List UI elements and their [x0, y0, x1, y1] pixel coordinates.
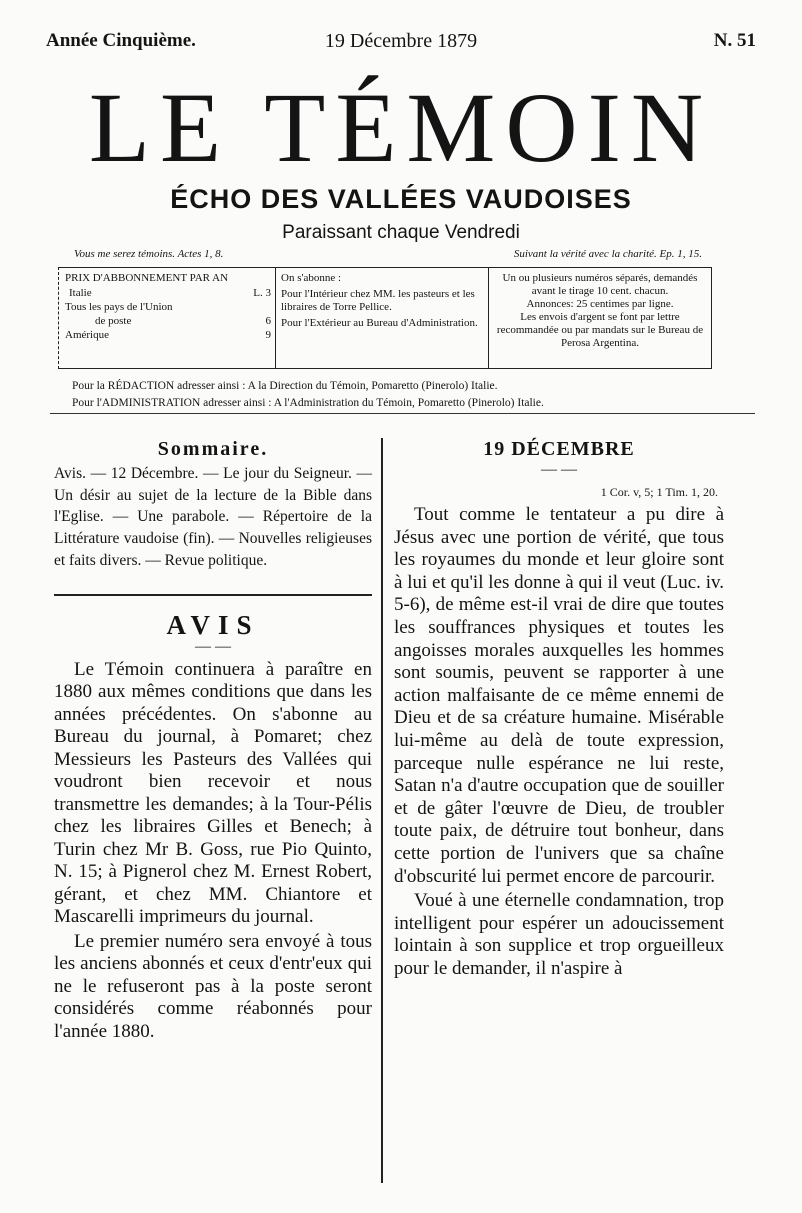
address-lines	[72, 378, 762, 412]
motto-right: Suivant la vérité avec la charité. Ep. 1, 15.	[513, 248, 702, 260]
price-value: L. 3	[253, 287, 271, 299]
redaction-address: Pour la RÉDACTION adresser ainsi : A la Direction du Témoin, Pomaretto (Pinerolo) Italie.	[72, 380, 498, 392]
administration-address: Pour l'ADMINISTRATION adresser ainsi : A l'Administration du Témoin, Pomaretto (Pinerolo) Italie.	[72, 397, 544, 409]
price-label: Italie	[69, 287, 92, 299]
periodicity: Paraissant chaque Vendredi	[282, 222, 520, 243]
sommaire-title: Sommaire.	[157, 438, 269, 460]
price-value: 6	[265, 315, 271, 327]
article-paragraph: Tout comme le tentateur a pu dire à Jésus avec une portion de vérité, que tous les royaumes du monde et leur gloire sont à lui et qu'il les donne à qui il veut (Luc. iv. 5-6), de même est-il vrai de dire que toutes les souffrances physiques et toutes les angoisses morales auxquelles les hommes sont soumis, peuvent se rapporter à une action malfaisante de ce même ennemi de Dieu et de sa créature humaine. Misérable lui-même au delà de toute expression, parceque nulle espérance ne lui reste, Satan n'a d'autre occupation que de souiller et de gâter l'œuvre de Dieu, de troubler toute paix, de détruire tout bonheur, dans cette portion de l'univers que sa chaîne d'obscurité lui permet encore de parcourir.	[394, 504, 724, 887]
price-row	[65, 315, 273, 329]
article-reference: 1 Cor. v, 5; 1 Tim. 1, 20.	[600, 485, 718, 499]
left-column	[54, 438, 372, 1043]
price-column	[65, 272, 273, 343]
numbers-note: Un ou plusieurs numéros séparés, demandés avant le tirage 10 cent. chacun.	[502, 272, 698, 297]
article-paragraph: Voué à une éternelle condamnation, trop intelligent pour espérer un adoucissement lointain à son supplice et trop orgueilleux pour le demander, il n'aspire à	[394, 890, 724, 979]
notes-column	[494, 272, 706, 350]
annonces-note: Annonces: 25 centimes par ligne.	[526, 298, 674, 310]
box-divider	[275, 268, 276, 368]
price-row	[65, 329, 273, 343]
avis-paragraph: Le Témoin continuera à paraître en 1880 aux mêmes conditions que dans les années précédentes. On s'abonne au Bureau du journal, à Pomaret; chez Messieurs les Pasteurs des Vallées qui voudront bien recevoir et nous transmettre les demandes; à la Tour-Pélis chez les libraires Gilles et Benech; à Turin chez Mr B. Goss, rue Pio Quinto, N. 15; à Pignerol chez M. Ernest Robert, gérant, et chez MM. Chiantore et Mascarelli imprimeurs du journal.	[54, 658, 372, 928]
avis-paragraph: Le premier numéro sera envoyé à tous les anciens abonnés et ceux d'entr'eux qui ne le refuseront pas à la poste seront considérés comme réabonnés pour l'année 1880.	[54, 930, 372, 1042]
masthead-subtitle: ÉCHO DES VALLÉES VAUDOISES	[170, 184, 632, 214]
price-value: 9	[265, 329, 271, 341]
masthead-title: LE TÉMOIN	[88, 72, 714, 183]
right-column	[394, 438, 724, 980]
price-title: PRIX D'ABBONNEMENT PAR AN	[65, 272, 229, 284]
article-dash: — —	[541, 461, 577, 478]
price-label: de poste	[95, 315, 132, 327]
abonne-title: On s'abonne :	[281, 272, 342, 284]
envois-note: Les envois d'argent se font par lettre recommandée ou par mandats sur le Bureau de Perosa Argentina.	[496, 311, 704, 349]
section-rule	[54, 594, 372, 596]
sommaire-text: Avis. — 12 Décembre. — Le jour du Seigneur. — Un désir au sujet de la lecture de la Bible dans l'Eglise. — Une parabole. — Répertoire de la Littérature vaudoise (fin). — Nouvelles religieuses et faits divers. — Revue politique.	[54, 465, 372, 569]
header-rule	[50, 413, 755, 414]
price-row	[65, 301, 273, 315]
abonne-exterieur: Pour l'Extérieur au Bureau d'Administration.	[281, 317, 478, 329]
issue-number: N. 51	[713, 30, 756, 51]
article-title: 19 DÉCEMBRE	[483, 438, 635, 460]
column-separator	[381, 438, 383, 1183]
abonne-column	[281, 272, 486, 333]
issue-date: 19 Décembre 1879	[324, 30, 478, 52]
price-row	[65, 287, 273, 301]
mottos	[74, 248, 702, 264]
price-label: Tous les pays de l'Union	[65, 301, 173, 313]
top-line	[46, 30, 756, 60]
motto-left: Vous me serez témoins. Actes 1, 8.	[74, 248, 224, 260]
year-label: Année Cinquième.	[46, 30, 196, 51]
abonne-interieur: Pour l'Intérieur chez MM. les pasteurs et les libraires de Torre Pellice.	[281, 288, 475, 313]
price-label: Amérique	[65, 329, 109, 341]
avis-title: AVIS	[166, 609, 260, 640]
avis-dash: — —	[195, 637, 231, 655]
box-divider	[488, 268, 489, 368]
subscription-box	[58, 267, 712, 369]
